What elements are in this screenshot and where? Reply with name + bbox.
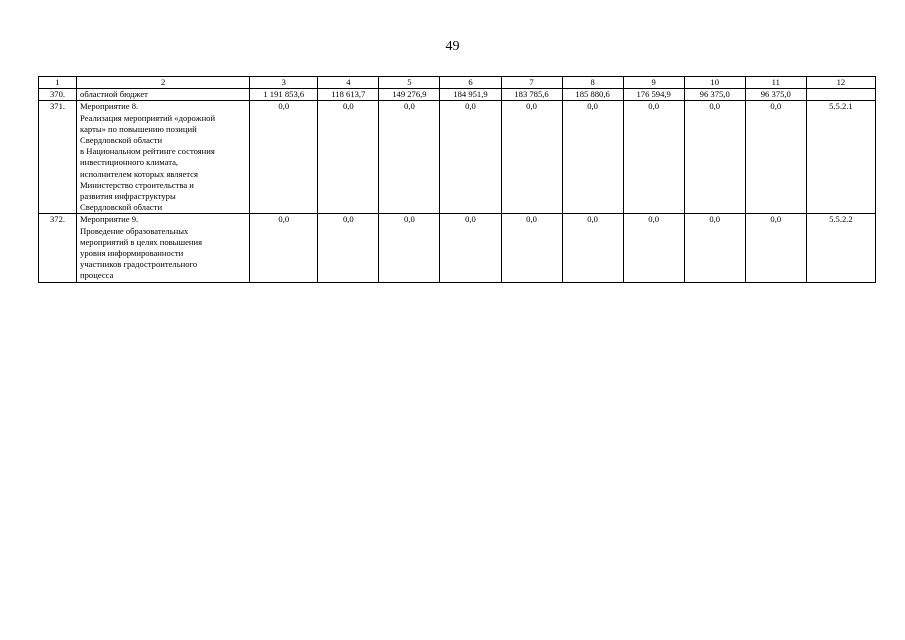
table-cell: 0,0	[379, 214, 440, 282]
table-row	[39, 89, 876, 101]
column-header: 8	[562, 77, 623, 89]
column-header: 5	[379, 77, 440, 89]
column-header: 7	[501, 77, 562, 89]
table-cell: 0,0	[379, 101, 440, 214]
table-cell	[806, 89, 875, 101]
row-description	[77, 89, 250, 101]
column-header: 10	[684, 77, 745, 89]
table-cell: 0,0	[250, 214, 318, 282]
budget-table	[38, 76, 876, 283]
description-line: Мероприятие 8.	[80, 101, 139, 112]
column-header: 6	[440, 77, 501, 89]
table-cell: 184 951,9	[440, 89, 501, 101]
description-line: областной бюджет	[80, 89, 148, 100]
header-row	[39, 77, 876, 89]
table-cell: 0,0	[684, 214, 745, 282]
table-cell: 185 880,6	[562, 89, 623, 101]
column-header: 4	[318, 77, 379, 89]
table-cell: 0,0	[684, 101, 745, 214]
table-cell: 0,0	[318, 101, 379, 214]
description-line: Министерство строительства и	[80, 179, 194, 190]
column-header: 3	[250, 77, 318, 89]
table-cell: 149 276,9	[379, 89, 440, 101]
table-cell: 0,0	[562, 101, 623, 214]
table-cell: 0,0	[440, 214, 501, 282]
table-cell: 0,0	[562, 214, 623, 282]
description-line: Свердловской области	[80, 202, 163, 213]
table-cell: 176 594,9	[623, 89, 684, 101]
table-cell: 0,0	[745, 214, 806, 282]
table-cell: 96 375,0	[684, 89, 745, 101]
table-row	[39, 214, 876, 282]
table-cell: 0,0	[745, 101, 806, 214]
column-header: 1	[39, 77, 77, 89]
description-line: Реализация мероприятий «дорожной	[80, 112, 216, 123]
table-cell: 96 375,0	[745, 89, 806, 101]
description-line: развития инфраструктуры	[80, 191, 176, 202]
description-line: карты» по повышению позиций	[80, 123, 197, 134]
table-cell: 5.5.2.1	[806, 101, 875, 214]
description-line: мероприятий в целях повышения	[80, 236, 203, 247]
table-cell: 1 191 853,6	[250, 89, 318, 101]
description-line: Свердловской области	[80, 135, 163, 146]
column-header: 9	[623, 77, 684, 89]
description-line: уровня информированности	[80, 248, 184, 259]
description-line: участников градостроительного	[80, 259, 198, 270]
table-cell: 0,0	[250, 101, 318, 214]
description-line: в Национальном рейтинге состояния	[80, 146, 215, 157]
column-header: 12	[806, 77, 875, 89]
table-cell: 0,0	[623, 101, 684, 214]
row-number: 371.	[39, 101, 77, 214]
column-header: 11	[745, 77, 806, 89]
description-line: Мероприятие 9.	[80, 214, 139, 225]
table-cell: 0,0	[501, 101, 562, 214]
table-cell: 0,0	[318, 214, 379, 282]
description-line: Проведение образовательных	[80, 225, 189, 236]
row-description	[77, 101, 250, 214]
description-line: инвестиционного климата,	[80, 157, 179, 168]
table-row	[39, 101, 876, 214]
row-number: 372.	[39, 214, 77, 282]
table-cell: 183 785,6	[501, 89, 562, 101]
table-cell: 118 613,7	[318, 89, 379, 101]
table-cell: 0,0	[440, 101, 501, 214]
table-cell: 0,0	[501, 214, 562, 282]
description-line: процесса	[80, 270, 114, 281]
description-line: исполнителем которых является	[80, 168, 198, 179]
page-number: 49	[445, 39, 460, 54]
table-cell: 0,0	[623, 214, 684, 282]
row-description	[77, 214, 250, 282]
row-number: 370.	[39, 89, 77, 101]
table-cell: 5.5.2.2	[806, 214, 875, 282]
column-header: 2	[77, 77, 250, 89]
